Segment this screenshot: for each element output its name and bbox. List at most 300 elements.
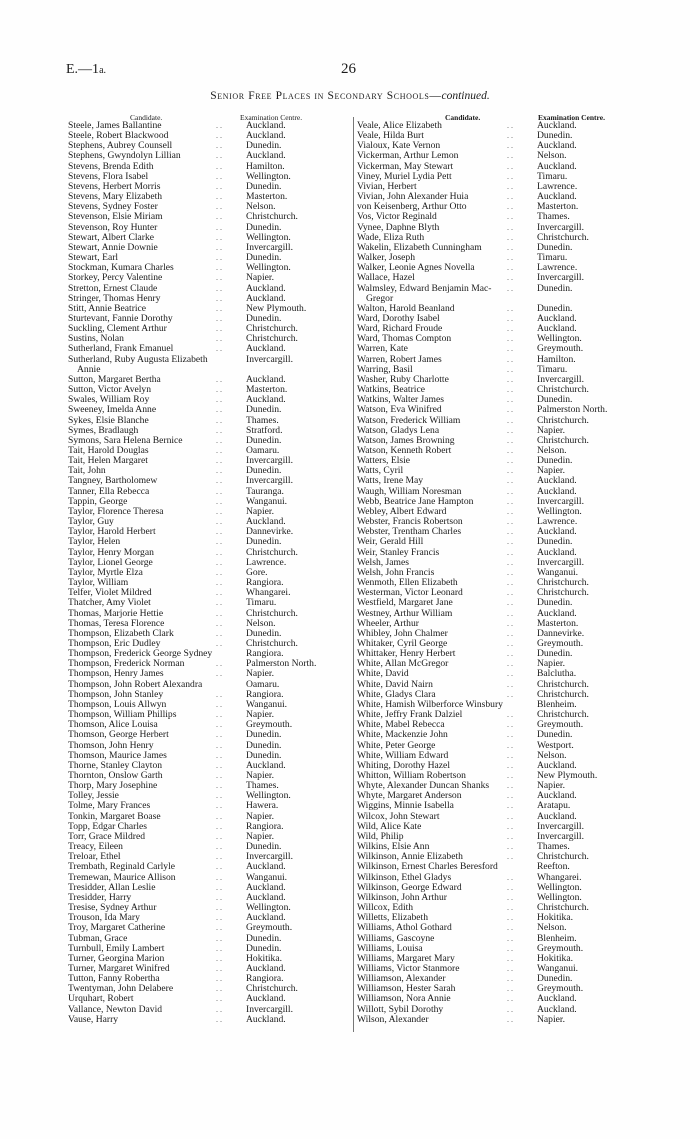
candidate-name: Wild, Alice Kate [357,820,422,832]
examination-centre: . . Auckland. [246,121,286,131]
examination-centre: . . Wellington. [537,334,582,344]
candidate-name: Whyte, Margaret Anderson [357,790,462,802]
candidate-name: Thorp, Mary Josephine [68,780,158,792]
candidate-name: Vallance, Newton David [68,1003,163,1015]
examination-centre: . . Tauranga. [246,487,284,497]
candidate-name: Veale, Hilda Burt [357,130,424,142]
candidate-name: Trembath, Reginald Carlyle [68,861,176,873]
examination-centre: . . Greymouth. [246,923,292,933]
examination-centre: . . Lawrence. [537,517,577,527]
examination-centre: . . Dunedin. [246,741,281,751]
candidate-name: Taylor, Myrtle Elza [68,566,143,578]
candidate-name: Whittaker, Henry Herbert [357,648,456,660]
candidate-name: Whiting, Dorothy Hazel [357,759,450,771]
examination-centre: . . Auckland. [246,1015,286,1025]
candidate-name: Washer, Ruby Charlotte [357,373,449,385]
examination-centre: . . Greymouth. [537,944,583,954]
examination-centre: . . Auckland. [537,141,577,151]
examination-centre: . . Dunedin. [537,131,572,141]
candidate-name: Symes, Bradlaugh [68,424,139,436]
candidate-name: Walker, Leonie Agnes Novella [357,262,475,274]
examination-centre: . . Christchurch. [537,436,589,446]
candidate-name: Watkins, Beatrice [357,384,425,396]
candidate-name: Tappin, George [68,495,128,507]
examination-centre: . . Invercargill. [537,497,584,507]
candidate-name: Stringer, Thomas Henry [68,292,161,304]
reference-suffix: a. [99,65,107,76]
examination-centre: . . Dunedin. [537,537,572,547]
examination-centre: . . Auckland. [537,476,577,486]
examination-centre: . . Hokitika. [537,954,573,964]
examination-centre: . . Auckland. [537,324,577,334]
examination-centre: . . Gore. [246,568,268,578]
candidate-name: Stephens, Aubrey Counsell [68,140,173,152]
candidate-name: White, William Edward [357,749,449,761]
candidate-name: Sturtevant, Fannie Dorothy [68,312,173,324]
candidate-name: Watts, Irene May [357,475,424,487]
table-row [357,273,647,283]
candidate-name: Whibley, John Chalmer [357,627,448,639]
examination-centre: . . Christchurch. [246,324,298,334]
table-row [357,923,647,933]
examination-centre: . . Napier. [537,426,565,436]
candidate-name: Willetts, Elizabeth [357,912,429,924]
examination-centre: . . Invercargill. [246,852,293,862]
candidate-name: Stevens, Herbert Morris [68,180,161,192]
candidate-name: Weir, Stanley Francis [357,546,440,558]
examination-centre: . . Auckland. [537,1005,577,1015]
candidate-name: Webster, Francis Robertson [357,516,463,528]
examination-centre: . . Masterton. [537,202,578,212]
examination-centre: . . Dunedin. [537,649,572,659]
examination-centre: . . Balclutha. [537,669,576,679]
candidate-name: Suckling, Clement Arthur [68,323,167,335]
examination-centre: . . Dunedin. [246,730,281,740]
candidate-name: Thompson, Frederick George Sydney [68,648,213,660]
candidate-name: Stewart, Albert Clarke [68,231,155,243]
candidate-name: Thomson, George Herbert [68,729,169,741]
examination-centre: . . Wellington. [246,263,291,273]
candidate-name: Tresidder, Harry [68,891,132,903]
examination-centre: . . Rangiora. [246,578,284,588]
candidate-name: Tait, John [68,465,106,477]
examination-centre: . . Whangarei. [246,588,290,598]
examination-centre: . . Napier. [537,659,565,669]
candidate-name: White, David Nairn [357,678,433,690]
candidate-name: Taylor, William [68,577,129,589]
candidate-name: von Keisenberg, Arthur Otto [357,201,467,213]
candidate-name: Williamson, Hester Sarah [357,983,456,995]
examination-centre: . . Invercargill. [537,375,584,385]
candidate-name: White, Peter George [357,739,436,751]
candidate-name: Thomson, Maurice James [68,749,167,761]
candidate-name: Wilkinson, John Arthur [357,891,447,903]
examination-centre: . . Dunedin. [246,141,281,151]
examination-centre: . . Whangarei. [537,873,581,883]
candidate-name: Wild, Philip [357,830,404,842]
candidate-name: Thompson, Elizabeth Clark [68,627,174,639]
candidate-name: Stevens, Flora Isabel [68,170,149,182]
candidate-name: Wade, Eliza Ruth [357,231,425,243]
candidate-name: Storkey, Percy Valentine [68,272,163,284]
candidate-name: Stevens, Brenda Edith [68,160,154,172]
examination-centre: . . Wellington. [246,233,291,243]
examination-centre: . . Auckland. [537,994,577,1004]
examination-centre: . . Rangiora. [246,974,284,984]
examination-centre: . . New Plymouth. [246,304,306,314]
candidate-name: Urquhart, Robert [68,993,134,1005]
candidate-name: Tubman, Grace [68,932,128,944]
candidate-name: Troy, Margaret Catherine [68,922,166,934]
examination-centre: . . Wellington. [246,903,291,913]
candidate-name: Thompson, John Robert Alexandra [68,678,203,690]
candidate-name: Warren, Kate [357,343,408,355]
examination-centre: . . Dunedin. [537,730,572,740]
examination-centre: . . Westport. [537,741,574,751]
table-row [357,598,647,608]
examination-centre: . . Dunedin. [246,223,281,233]
examination-centre: . . Wellington. [537,893,582,903]
table-row [68,456,352,466]
examination-centre: . . Invercargill. [246,476,293,486]
candidate-name: Willott, Sybil Dorothy [357,1003,444,1015]
examination-centre: . . Napier. [246,812,274,822]
examination-centre: . . Napier. [537,1015,565,1025]
examination-centre: . . Auckland. [537,121,577,131]
examination-centre: . . Auckland. [246,344,286,354]
examination-centre: . . Christchurch. [537,416,589,426]
examination-centre: Oamaru. [246,678,280,690]
candidate-name: Sutton, Margaret Bertha [68,373,161,385]
examination-centre: . . Thames. [246,416,279,426]
examination-centre: . . Wanganui. [537,568,578,578]
right-candidate-list [357,121,647,1025]
candidate-name: Sutton, Victor Avelyn [68,384,152,396]
candidate-name: Welsh, John Francis [357,566,435,578]
candidate-name: Thomson, John Henry [68,739,154,751]
left-candidate-list [68,121,352,1025]
examination-centre: . . Auckland. [246,883,286,893]
candidate-name: Whyte, Alexander Duncan Shanks [357,780,490,792]
candidate-name: Williamson, Nora Annie [357,993,451,1005]
candidate-name: Williamson, Alexander [357,973,446,985]
candidate-name: Warring, Basil [357,363,413,375]
examination-centre: . . Invercargill. [537,273,584,283]
examination-centre: . . Dunedin. [537,243,572,253]
candidate-name: Welsh, James [357,556,409,568]
examination-centre: . . Dunedin. [246,751,281,761]
examination-centre: . . Timaru. [537,172,567,182]
candidate-name: Wallace, Hazel [357,272,415,284]
examination-centre: . . Napier. [246,669,274,679]
examination-centre: . . Christchurch. [537,588,589,598]
candidate-name: Turner, Georgina Marion [68,952,165,964]
candidate-name: Turnbull, Emily Lambert [68,942,165,954]
candidate-name: Wakelin, Elizabeth Cunningham [357,241,482,253]
examination-centre: . . Greymouth. [537,344,583,354]
table-row [68,1015,352,1025]
candidate-name: Vivian, John Alexander Huia [357,191,469,203]
examination-centre: . . Dunedin. [537,395,572,405]
candidate-name: Sutherland, Frank Emanuel [68,343,174,355]
candidate-name: Tanner, Ella Rebecca [68,485,150,497]
candidate-name: Ward, Thomas Compton [357,333,452,345]
candidate-name: Thomson, Alice Louisa [68,719,158,731]
candidate-name: Sutherland, Ruby Augusta Elizabeth [68,353,208,365]
examination-centre: . . Christchurch. [537,233,589,243]
candidate-name: Tutton, Fanny Robertha [68,973,160,985]
candidate-name: Thompson, William Phillips [68,709,177,721]
candidate-name: Wenmoth, Ellen Elizabeth [357,577,458,589]
examination-centre: . . Wellington. [537,507,582,517]
examination-centre: . . Lawrence. [537,182,577,192]
candidate-name: Whitaker, Cyril George [357,637,448,649]
candidate-name: Taylor, Harold Herbert [68,526,156,538]
examination-centre: . . Rangiora. [246,690,284,700]
examination-centre: . . Timaru. [246,598,276,608]
candidate-name: Webster, Trentham Charles [357,526,462,538]
candidate-name: Vickerman, May Stewart [357,160,454,172]
candidate-name: Tresise, Sydney Arthur [68,902,157,914]
examination-centre: . . Dunedin. [246,537,281,547]
examination-centre: . . Nelson. [246,619,276,629]
candidate-name: Steele, Robert Blackwood [68,130,169,142]
reference-main: E.—1 [66,62,100,77]
examination-centre: . . Dannevirke. [246,527,293,537]
examination-centre: . . Dunedin. [246,842,281,852]
examination-centre: . . Napier. [537,781,565,791]
examination-centre: Invercargill. [246,353,293,365]
candidate-name: Weir, Gerald Hill [357,536,424,548]
candidate-name: Vivian, Herbert [357,180,417,192]
candidate-name: White, Gladys Clara [357,688,436,700]
candidate-name: Taylor, Florence Theresa [68,505,164,517]
candidate-name: Stevens, Mary Elizabeth [68,191,163,203]
examination-centre: . . Auckland. [537,548,577,558]
examination-centre: . . Invercargill. [246,1005,293,1015]
examination-centre: . . Christchurch. [537,690,589,700]
examination-centre: . . Auckland. [246,375,286,385]
examination-centre: . . Masterton. [246,192,287,202]
candidate-name: Thomas, Teresa Florence [68,617,165,629]
examination-centre: . . Christchurch. [246,334,298,344]
candidate-name: Watters, Elsie [357,455,411,467]
examination-centre: . . Auckland. [246,131,286,141]
candidate-name: Stephens, Gwyndolyn Lillian [68,150,181,162]
examination-centre: . . Invercargill. [246,243,293,253]
column-divider [353,117,354,1032]
candidate-name: Wilkinson, Ethel Gladys [357,871,452,883]
examination-centre: Reefton. [537,861,570,873]
page-number: 26 [341,61,356,77]
candidate-name: White, Jeffry Frank Dalziel [357,709,463,721]
examination-centre: . . Auckland. [537,609,577,619]
candidate-name: Stewart, Annie Downie [68,241,158,253]
candidate-name: Watkins, Walter James [357,394,444,406]
examination-centre: . . Auckland. [246,395,286,405]
candidate-name: White, Allan McGregor [357,658,449,670]
examination-centre: . . Masterton. [537,619,578,629]
examination-centre: . . Masterton. [246,385,287,395]
candidate-name: Sweeney, Imelda Anne [68,404,157,416]
examination-centre: . . Thames. [537,212,570,222]
candidate-name: Tolme, Mary Frances [68,800,151,812]
candidate-name: Twentyman, John Delabere [68,983,174,995]
examination-centre: . . Thames. [537,842,570,852]
left-centre-header: Examination Centre. [240,113,303,122]
candidate-name: Tremewan, Maurice Allison [68,871,176,883]
candidate-name: Watson, Gladys Lena [357,424,440,436]
examination-centre: . . Lawrence. [537,263,577,273]
candidate-name: Tait, Harold Douglas [68,445,149,457]
candidate-name: White, David [357,668,409,680]
examination-centre: . . Dunedin. [537,456,572,466]
examination-centre: . . Wanganui. [246,700,287,710]
examination-centre: . . Auckland. [246,284,286,294]
candidate-name: Thatcher, Amy Violet [68,597,151,609]
candidate-name: Thompson, Henry James [68,668,164,680]
examination-centre: . . Auckland. [537,812,577,822]
candidate-name: Thompson, Frederick Norman [68,658,185,670]
examination-centre: . . Christchurch. [537,385,589,395]
candidate-name: Wilkins, Elsie Ann [357,841,430,853]
right-centre-header: Examination Centre. [538,113,605,122]
examination-centre: Blenheim. [537,698,577,710]
candidate-name: Waugh, William Noresman [357,485,462,497]
table-row [357,1015,647,1025]
examination-centre: . . Christchurch. [246,609,298,619]
examination-centre: . . Palmerston North. [537,405,607,415]
candidate-name: Wilkinson, Ernest Charles Beresford [357,861,498,873]
examination-centre: . . Dunedin. [537,974,572,984]
examination-centre: . . Dunedin. [246,405,281,415]
candidate-name: Swales, William Roy [68,394,150,406]
candidate-name: Treloar, Ethel [68,851,121,863]
candidate-name: White, Hamish Wilberforce Winsbury [357,698,503,710]
candidate-name: Telfer, Violet Mildred [68,587,152,599]
candidate-name: Watson, Eva Winifred [357,404,442,416]
left-candidate-header: Candidate. [130,113,163,122]
candidate-name-continued: Annie [77,363,101,375]
candidate-name: Vickerman, Arthur Lemon [357,150,459,162]
examination-centre: . . Hokitika. [537,913,573,923]
candidate-name: Vause, Harry [68,1013,119,1025]
candidate-name: Stretton, Ernest Claude [68,282,158,294]
candidate-name: Wheeler, Arthur [357,617,419,629]
candidate-name: Watts, Cyril [357,465,404,477]
examination-centre: . . Christchurch. [537,903,589,913]
examination-centre: . . Wellington. [246,791,291,801]
examination-centre: . . Auckland. [246,294,286,304]
examination-centre: . . Blenheim. [537,934,577,944]
candidate-name: Vynee, Daphne Blyth [357,221,440,233]
candidate-name: Ward, Dorothy Isabel [357,312,440,324]
candidate-name: Vos, Victor Reginald [357,211,437,223]
candidate-name: Stevenson, Elsie Miriam [68,211,163,223]
examination-centre: . . Thames. [246,781,279,791]
examination-centre: . . Wanganui. [246,873,287,883]
examination-centre: . . Auckland. [537,192,577,202]
examination-centre: . . Christchurch. [537,680,589,690]
examination-centre: . . Dunedin. [246,436,281,446]
candidate-name: Westney, Arthur William [357,607,453,619]
candidate-name: Taylor, Lionel George [68,556,153,568]
examination-centre: . . Greymouth. [246,720,292,730]
candidate-name: Walker, Joseph [357,252,415,264]
page-title [0,90,700,102]
examination-centre: . . Invercargill. [246,456,293,466]
candidate-name: Torr, Grace Mildred [68,830,145,842]
candidate-name: Westerman, Victor Leonard [357,587,463,599]
candidate-name: Taylor, Helen [68,536,121,548]
examination-centre: . . Auckland. [246,913,286,923]
examination-centre: . . Timaru. [537,365,567,375]
examination-centre: . . Invercargill. [537,822,584,832]
candidate-name: White, Mabel Rebecca [357,719,445,731]
candidate-name: Tonkin, Margaret Boase [68,810,161,822]
candidate-name: Williams, Louisa [357,942,423,954]
candidate-name: Tangney, Bartholomew [68,475,158,487]
candidate-name: Thompson, John Stanley [68,688,164,700]
examination-centre: . . Napier. [537,466,565,476]
examination-centre: Rangiora. [246,648,284,660]
examination-centre: . . Auckland. [246,761,286,771]
candidate-name: Thompson, Louis Allwyn [68,698,167,710]
candidate-name: Stewart, Earl [68,252,119,264]
candidate-name: Turner, Margaret Winifred [68,962,170,974]
examination-centre: . . Nelson. [246,202,276,212]
examination-centre: . . Auckland. [246,862,286,872]
examination-centre: . . Nelson. [537,151,567,161]
examination-centre: . . Auckland. [537,314,577,324]
examination-centre: . . Christchurch. [537,710,589,720]
examination-centre: . . Auckland. [246,994,286,1004]
candidate-name: Taylor, Henry Morgan [68,546,154,558]
candidate-name: Stevens, Sydney Foster [68,201,158,213]
examination-centre: . . Dunedin. [246,314,281,324]
examination-centre: . . Dunedin. [246,466,281,476]
table-row [68,598,352,608]
candidate-name: Tresidder, Allan Leslie [68,881,156,893]
candidate-name: Wilkinson, Annie Elizabeth [357,851,463,863]
examination-centre: . . Greymouth. [537,639,583,649]
right-candidate-header: Candidate. [445,113,481,122]
examination-centre: . . Auckland. [246,151,286,161]
examination-centre: . . Dunedin. [537,284,572,294]
candidate-name: Whitton, William Robertson [357,770,466,782]
examination-centre: . . Dunedin. [246,182,281,192]
examination-centre: . . Aratapu. [537,801,570,811]
examination-centre: . . Greymouth. [537,720,583,730]
candidate-name: Watson, James Browning [357,434,455,446]
document-reference [66,62,106,78]
examination-centre: . . Dunedin. [246,934,281,944]
examination-centre: . . Invercargill. [537,558,584,568]
examination-centre: . . Auckland. [246,893,286,903]
candidate-name-continued: Gregor [366,292,394,304]
examination-centre: . . Napier. [246,832,274,842]
table-row [68,355,352,375]
examination-centre: . . Christchurch. [246,548,298,558]
candidate-name: Williams, Margaret Mary [357,952,455,964]
examination-centre: . . Timaru. [537,253,567,263]
examination-centre: . . Auckland. [537,527,577,537]
candidate-name: Sustins, Nolan [68,333,124,345]
candidate-name: Wilkinson, George Edward [357,881,462,893]
candidate-name: Watson, Frederick William [357,414,461,426]
candidate-name: Williams, Victor Stanmore [357,962,460,974]
candidate-name: Wilcox, John Stewart [357,810,440,822]
